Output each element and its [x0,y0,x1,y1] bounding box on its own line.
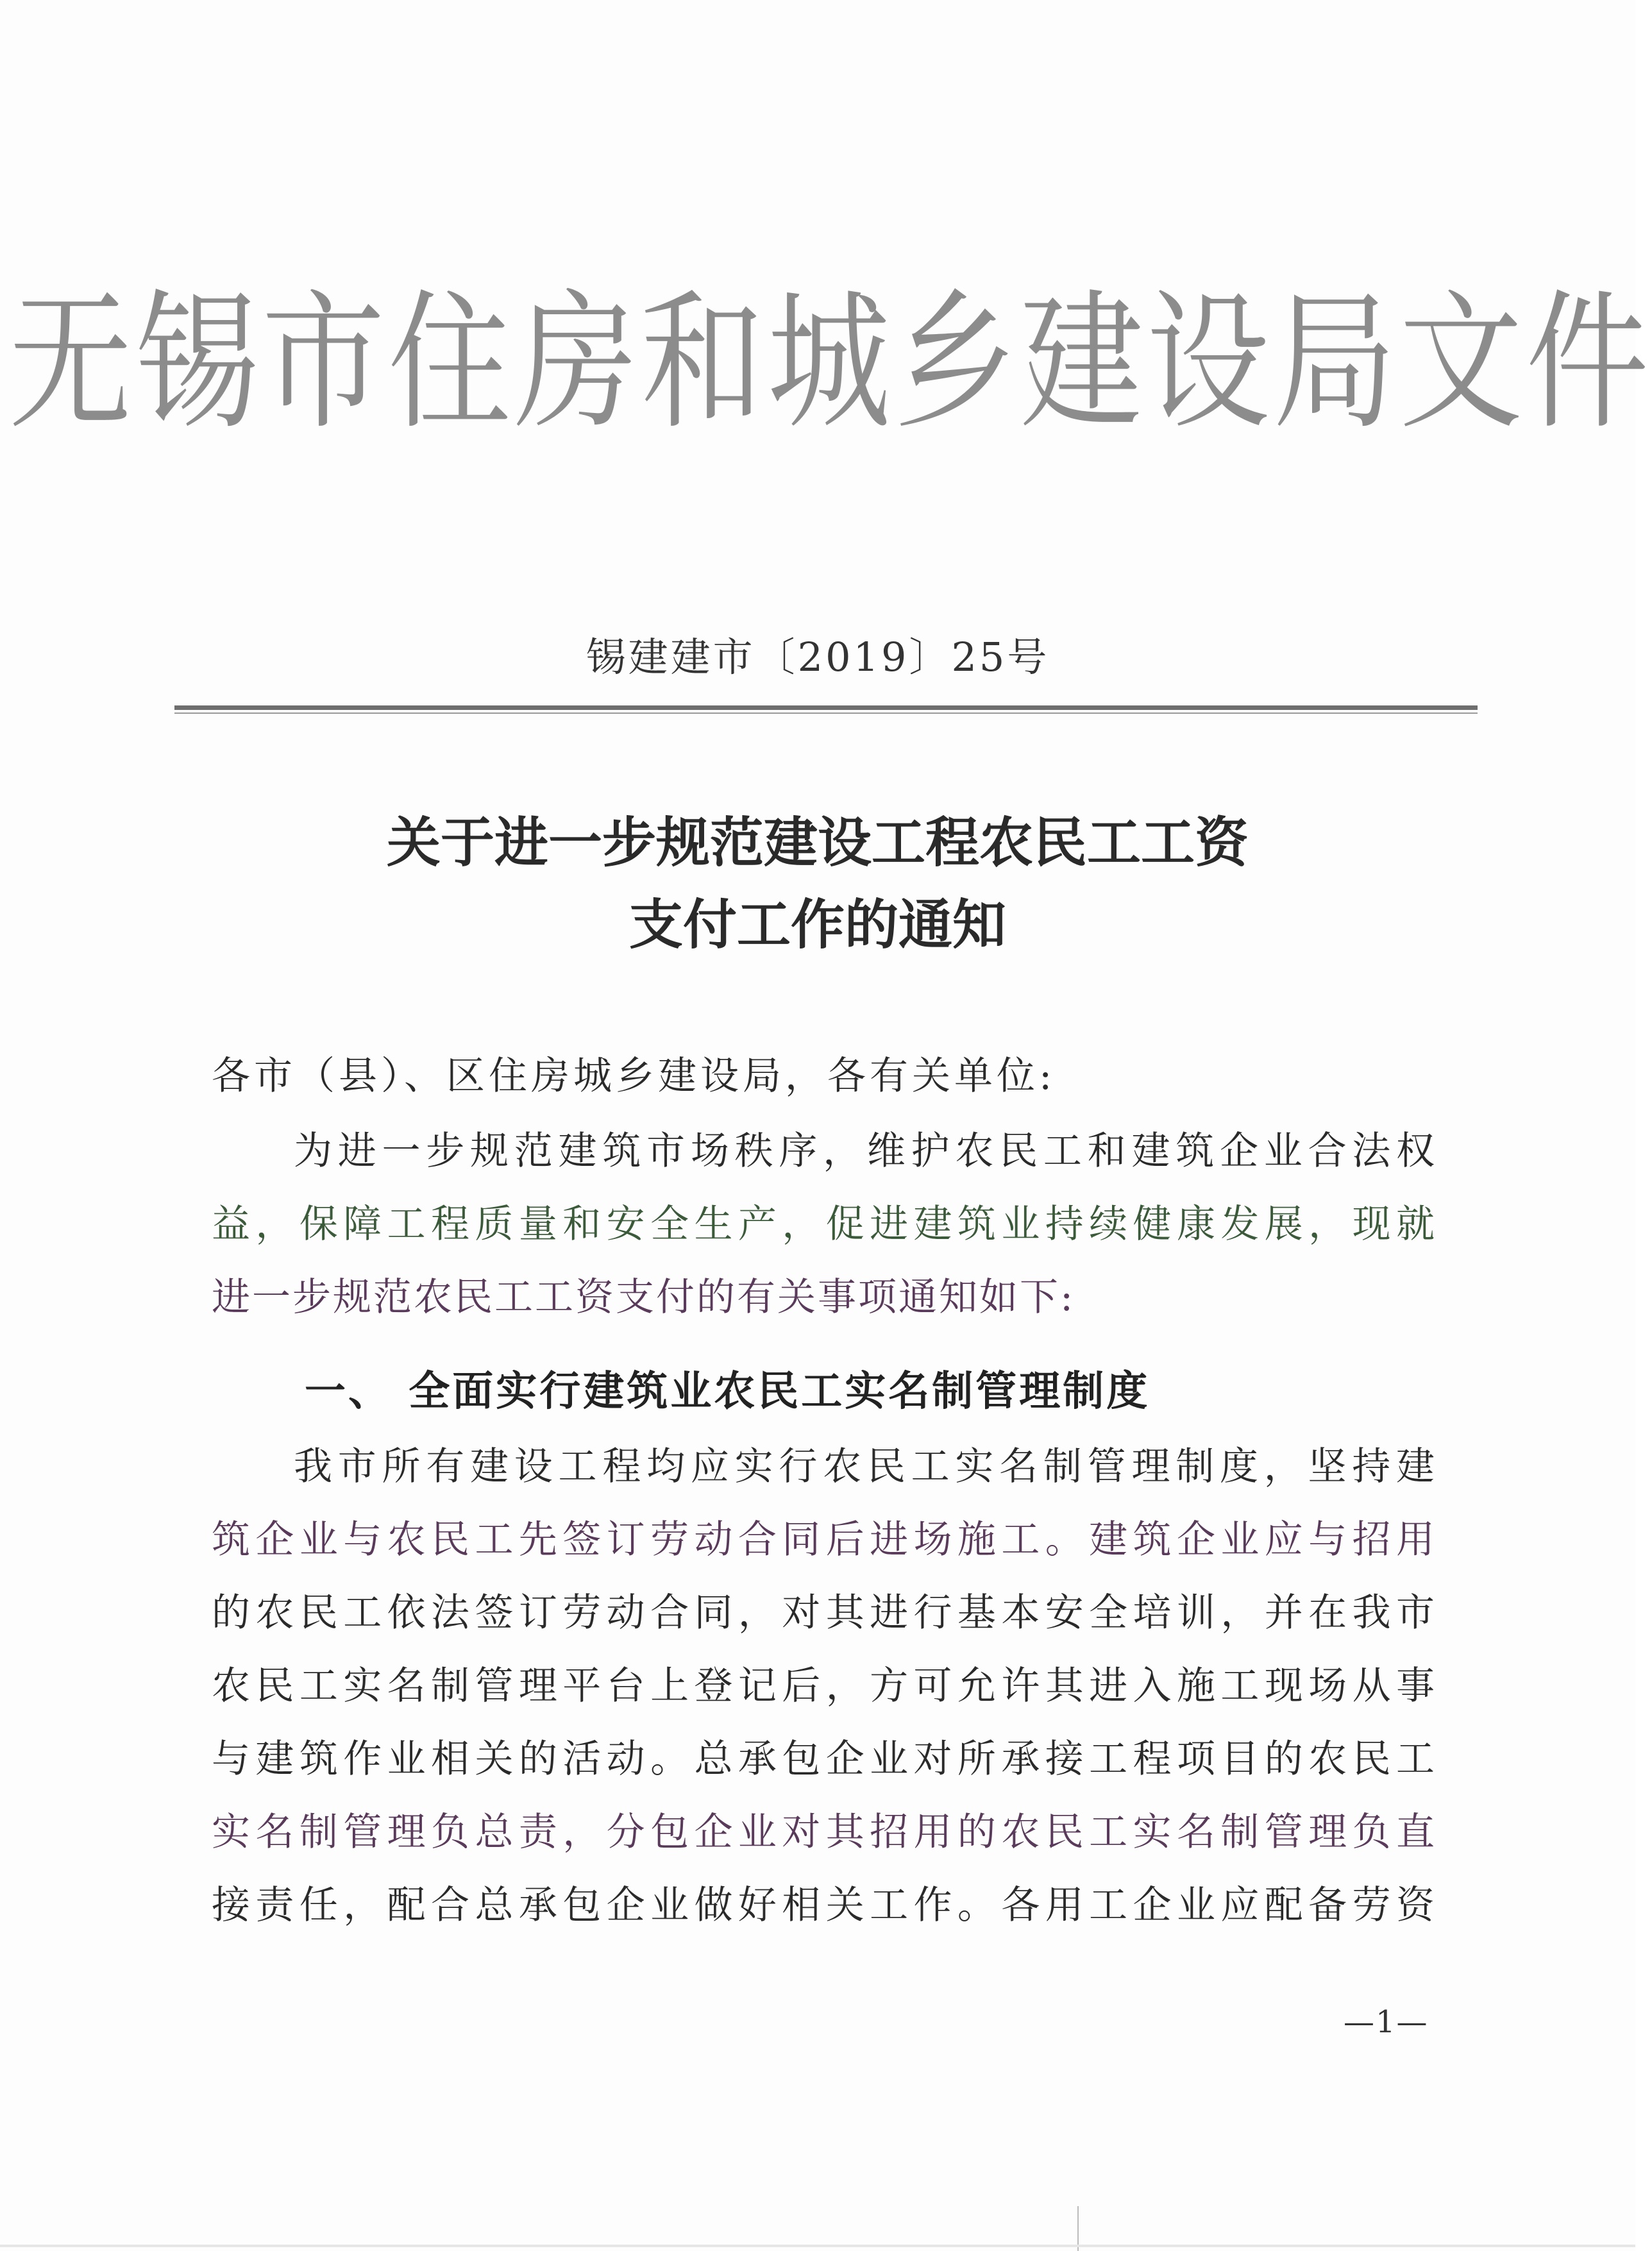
paragraph-1-line: 进一步规范农民工工资支付的有关事项通知如下: [212,1275,1075,1320]
paragraph-2-line: 与建筑作业相关的活动。总承包企业对所承接工程项目的农民工 [212,1737,1437,1782]
paragraph-1 [212,1115,1437,1334]
paragraph-2-line: 实名制管理负总责，分包企业对其招用的农民工实名制管理负直 [212,1810,1437,1855]
paragraph-2-line: 筑企业与农民工先签订劳动合同后进场施工。建筑企业应与招用 [212,1517,1437,1562]
header-rule [174,705,1478,710]
notice-title [0,802,1635,966]
salutation: 各市（县）、区住房城乡建设局，各有关单位: [212,1054,1056,1099]
section-1-heading: 一、 全面实行建筑业农民工实名制管理制度 [305,1368,1150,1415]
title-line-1: 关于进一步规范建设工程农民工工资 [386,811,1249,874]
page-number: —1— [1344,2004,1429,2040]
paragraph-2-line: 农民工实名制管理平台上登记后，方可允许其进入施工现场从事 [212,1664,1437,1708]
paragraph-2 [212,1430,1437,1942]
paragraph-2-line: 我市所有建设工程均应实行农民工实名制管理制度，坚持建 [294,1444,1437,1489]
masthead-title: 无锡市住房和城乡建设局文件 [8,276,1652,450]
scan-bottom-edge [0,2245,1635,2247]
paragraph-1-line: 益，保障工程质量和安全生产，促进建筑业持续健康发展，现就 [212,1202,1437,1247]
paragraph-2-line: 的农民工依法签订劳动合同，对其进行基本安全培训，并在我市 [212,1590,1437,1635]
paragraph-1-line: 为进一步规范建筑市场秩序，维护农民工和建筑企业合法权 [294,1129,1437,1174]
title-line-2: 支付工作的通知 [628,893,1006,956]
header-rule-thin [174,712,1478,714]
masthead [8,244,1652,455]
paragraph-2-line: 接责任，配合总承包企业做好相关工作。各用工企业应配备劳资 [212,1883,1437,1928]
document-number: 锡建建市〔2019〕25号 [586,634,1050,680]
